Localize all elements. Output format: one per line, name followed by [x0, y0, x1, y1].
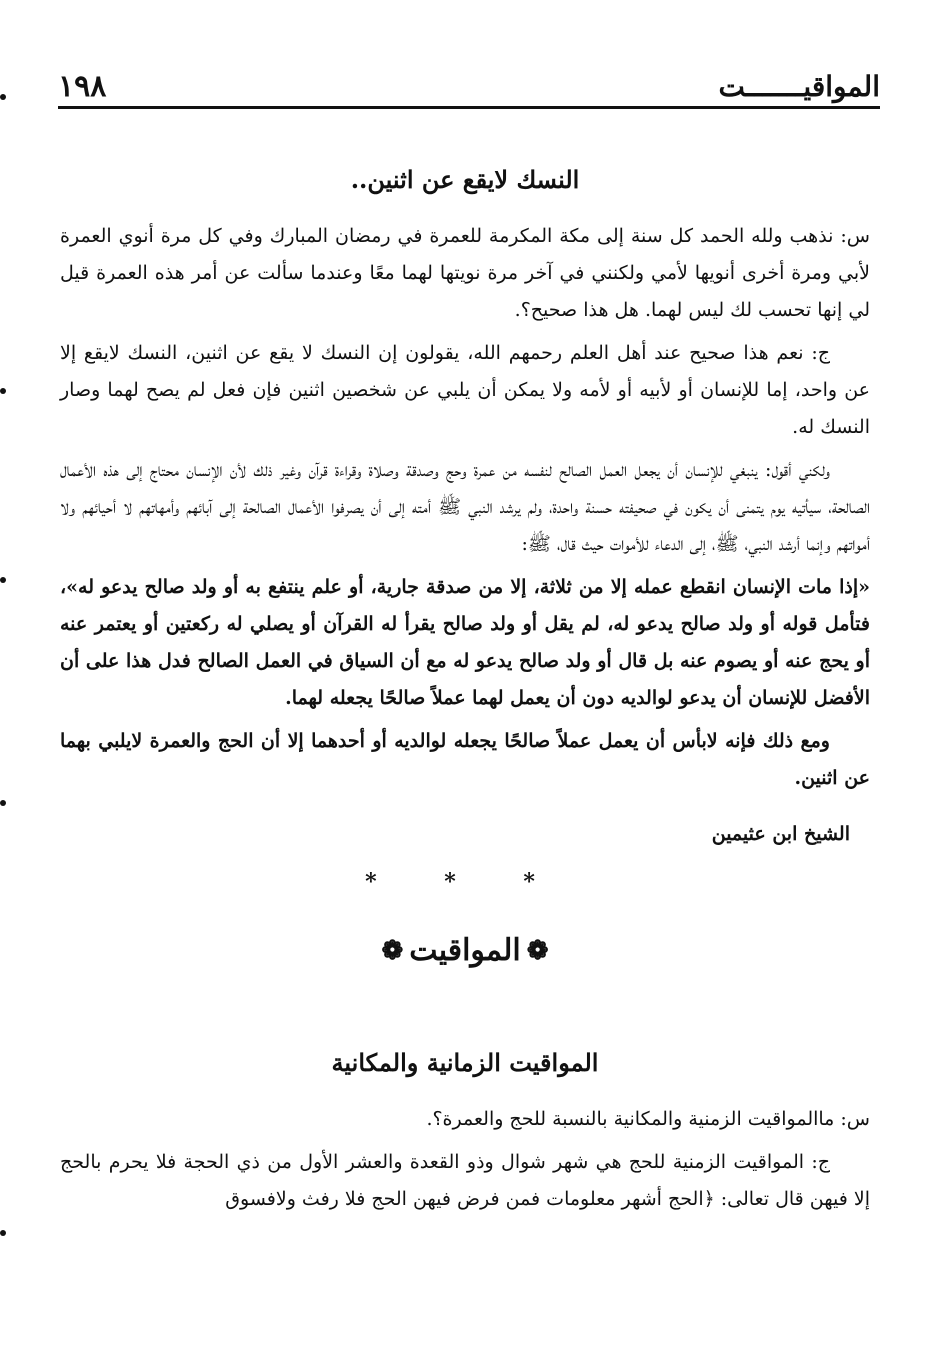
author-signature: الشيخ ابن عثيمين	[711, 823, 850, 845]
ornament-icon: ❁	[381, 935, 404, 966]
running-title: المواقيـــــــت	[718, 69, 880, 103]
page-content	[60, 165, 870, 1224]
header-rule	[58, 106, 880, 109]
conclusion-paragraph: ومع ذلك فإنه لابأس أن يعمل عملاً صالحًا يجعله لوالديه أو أحدهما إلا أن الحج والعمرة لايلبي بهما عن اثنين.	[60, 730, 870, 789]
section-title: النسك لايقع عن اثنين..	[350, 165, 580, 194]
hadith-paragraph: «إذا مات الإنسان انقطع عمله إلا من ثلاثة، إلا من صدقة جارية، أو علم ينتفع به أو ولد صالح يدعو له»، فتأمل قوله أو ولد صالح يدعو له، لم يقل أو ولد صالح يقرأ له القرآن أو يصلي له ركعتين أو يعتمر عنه أو يحج عنه أو يصوم عنه بل قال أو ولد صالح يدعو له مع أن السياق في العمل الصالح فدل هذا على أن الأفضل للإنسان أن يدعو لوالديه دون أن يعمل لهما عملاً صالحًا يجعله لهما.	[60, 576, 870, 709]
page-header	[58, 68, 880, 104]
margin-mark	[0, 577, 6, 583]
chapter-title: المواقيت	[409, 933, 521, 968]
margin-mark	[0, 94, 6, 100]
margin-mark	[0, 1230, 6, 1236]
section-title: المواقيت الزمانية والمكانية	[331, 1048, 599, 1077]
ornament-icon: ❁	[526, 935, 549, 966]
question-paragraph: س: نذهب ولله الحمد كل سنة إلى مكة المكرمة للعمرة في رمضان المبارك وفي كل مرة أنوي العمرة لأبي ومرة أخرى أنويها لأمي ولكنني في آخر مرة نويتها لهما معًا وعندما سألت عن أمر هذه العمرة قيل لي إنها تحسب لك ليس لهما. هل هذا صحيح؟.	[60, 225, 870, 321]
answer-paragraph: ج: المواقيت الزمنية للحج هي شهر شوال وذو القعدة والعشر الأول من ذي الحجة فلا يحرم بالحج إلا فيهن قال تعالى: ﴿الحج أشهر معلومات فمن فرض فيهن الحج فلا رفث ولافسوق	[60, 1151, 870, 1210]
chapter-heading	[60, 933, 870, 968]
margin-mark	[0, 800, 6, 806]
section-separator: * * *	[365, 869, 565, 895]
answer-paragraph: ج: نعم هذا صحيح عند أهل العلم رحمهم الله، يقولون إن النسك لا يقع عن اثنين، النسك لايقع إلا عن واحد، إما للإنسان أو لأبيه أو لأمه ولا يمكن أن يلبي عن شخصين اثنين فإن فعل لم يصح لهما وصار النسك له.	[60, 342, 870, 438]
question-paragraph: س: ماالمواقيت الزمنية والمكانية بالنسبة للحج والعمرة؟.	[426, 1108, 870, 1130]
margin-mark	[0, 388, 6, 394]
answer-paragraph: ولكني أقول: ينبغي للإنسان أن يجعل العمل الصالح لنفسه من عمرة وحج وصدقة وصلاة وقراءة قرآن وغير ذلك لأن الإنسان محتاج إلى هذه الأعمال الصالحة، سيأتيه يوم يتمنى أن يكون في صحيفته حسنة واحدة، ولم يرشد النبي ﷺ أمته إلى أن يصرفوا الأعمال الصالحة إلى آبائهم وأمهاتهم لا أحيائهم ولا أمواتهم وإنما أرشد النبي، ﷺ، إلى الدعاء للأموات حيث قال، ﷺ:	[60, 459, 870, 555]
page-number: ١٩٨	[58, 68, 107, 104]
chapter-banner	[381, 933, 548, 968]
